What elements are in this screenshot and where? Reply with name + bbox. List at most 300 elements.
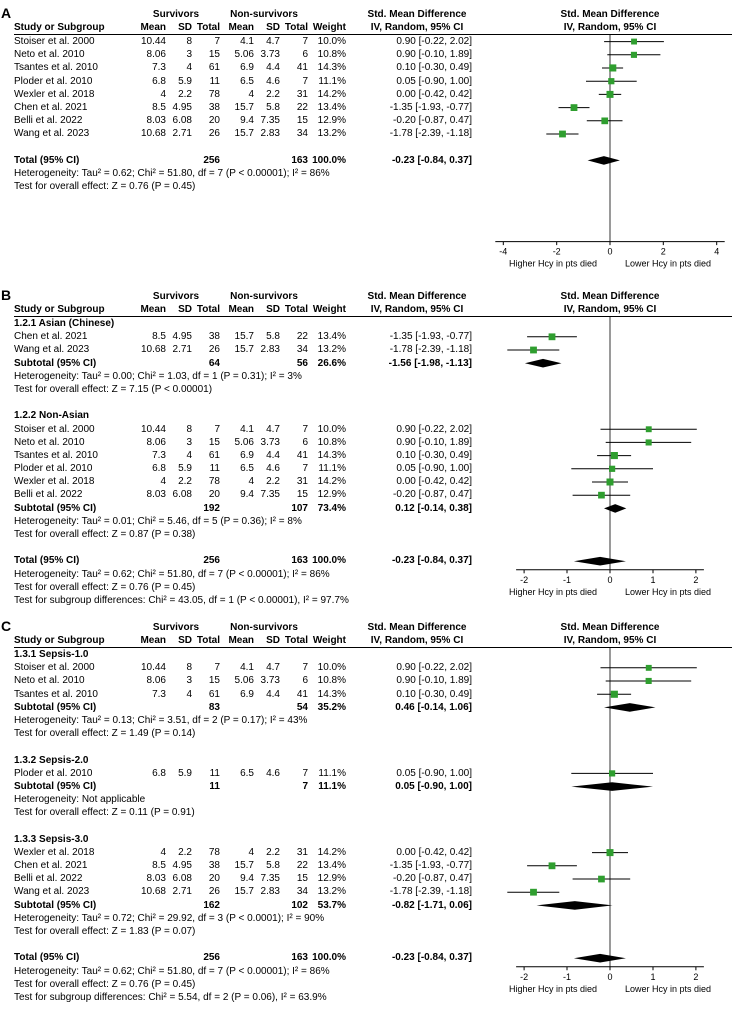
non-survivors-total: 7 [302,767,308,779]
survivors-total: 78 [208,846,220,858]
stats-text: Heterogeneity: Tau² = 0.00; Chi² = 1.03, df = 1 (P = 0.31); I² = 3% [14,370,302,382]
stats-text-row [14,991,488,1004]
effect-square-marker [646,665,652,671]
effect-square-marker [530,347,537,354]
survivors-sd: 4 [186,62,192,74]
survivors-total: 38 [208,101,220,113]
effect-square-marker [598,876,605,883]
study-row [14,61,488,74]
ci-method-plot-header: IV, Random, 95% CI [563,22,657,33]
non-survivors-sd: 3.73 [260,436,280,448]
panel-label: B [1,287,12,303]
study-name: Wexler et al. 2018 [14,476,95,488]
non-survivors-sd: 3.73 [260,675,280,687]
axis-tick-label: -4 [499,246,508,257]
survivors-sd: 6.08 [172,489,192,501]
non-survivors-mean: 4 [248,476,254,488]
weight: 13.2% [317,128,346,140]
column-headers [14,290,732,317]
sd-column-header: SD [266,22,280,33]
subtotal-row [14,502,488,515]
forest-plot-canvas [488,317,732,604]
column-headers [14,621,732,648]
stats-text: Heterogeneity: Tau² = 0.62; Chi² = 51.80, df = 7 (P < 0.00001); I² = 86% [14,965,330,977]
smd-ci-text: -1.78 [-2.39, -1.18] [389,128,472,140]
survivors-total: 26 [208,344,220,356]
study-row [14,114,488,127]
non-survivors-sd: 4.4 [266,449,280,461]
study-name: Neto et al. 2010 [14,675,85,687]
non-survivors-total: 107 [291,502,308,514]
smd-header-plot-column: Std. Mean Difference [560,291,660,302]
mean-column-header: Mean [228,304,254,315]
weight: 12.9% [317,115,346,127]
weight: 10.0% [317,662,346,674]
study-row [14,88,488,101]
survivors-sd [166,780,192,793]
smd-ci-text: 0.00 [-0.42, 0.42] [396,476,472,488]
survivors-mean: 10.68 [140,128,166,140]
non-survivors-mean [220,951,254,964]
weight: 11.1% [318,463,346,475]
stats-text-row [14,714,488,727]
survivors-mean: 8.5 [152,860,166,871]
axis-tick-label: 2 [693,574,699,585]
stats-text-row [14,568,488,581]
non-survivors-total: 31 [296,846,308,858]
survivors-sd: 5.9 [178,75,192,87]
study-column-header: Study or Subgroup [14,304,105,315]
survivors-sd: 4.95 [172,331,192,343]
axis-tick-label: -2 [520,971,529,982]
smd-ci-text: 0.90 [-0.22, 2.02] [396,423,472,435]
non-survivors-total: 34 [296,344,308,356]
non-survivors-mean: 5.06 [234,675,254,687]
non-survivors-total: 6 [302,675,308,687]
survivors-mean: 6.8 [152,75,166,87]
effect-square-marker [611,691,618,698]
non-survivors-mean: 15.7 [234,101,254,113]
survivors-mean: 4 [160,476,166,488]
stats-text-row [14,965,488,978]
study-name: Wang et al. 2023 [14,886,90,898]
panel-label: A [1,5,12,21]
smd-header-text-column: Std. Mean Difference [367,622,467,633]
study-name: Total (95% CI) [14,154,80,166]
weight: 73.4% [317,502,346,514]
subgroup-title: 1.3.1 Sepsis-1.0 [14,649,89,660]
non-survivors-sd: 7.35 [260,873,280,885]
non-survivors-mean: 4 [248,88,254,100]
axis-tick-label: 2 [693,971,699,982]
non-survivors-mean [220,701,254,714]
stats-text: Test for subgroup differences: Chi² = 43.05, df = 1 (P < 0.00001), I² = 97.7% [14,594,349,606]
survivors-mean: 4 [160,846,166,858]
survivors-mean: 8.03 [146,873,166,885]
survivors-total: 256 [203,154,220,166]
stats-text: Heterogeneity: Tau² = 0.62; Chi² = 51.80, df = 7 (P < 0.00001); I² = 86% [14,568,330,580]
survivors-mean [132,701,166,714]
spacer-row [14,141,488,154]
non-survivors-sd: 4.6 [266,75,280,87]
smd-ci-text: 0.90 [-0.10, 1.89] [396,675,472,687]
survivors-total: 38 [208,331,220,343]
study-name: Tsantes et al. 2010 [14,449,98,461]
column-headers [14,8,732,35]
effect-square-marker [646,439,652,445]
weight-column-header: Weight [312,635,346,646]
non-survivors-total: 41 [296,62,308,74]
non-survivors-sd [254,357,280,370]
axis-tick-label: -2 [552,246,561,257]
subgroup-title: 1.2.1 Asian (Chinese) [14,318,115,329]
axis-tick-label: 2 [660,246,666,257]
study-name: Stoiser et al. 2000 [14,423,95,435]
smd-ci-text: -0.23 [-0.84, 0.37] [391,555,472,567]
stats-text-row [14,925,488,938]
stats-text: Heterogeneity: Tau² = 0.13; Chi² = 3.51, df = 2 (P = 0.17); I² = 43% [14,714,308,726]
survivors-total: 20 [208,489,220,501]
non-survivors-group-header: Non-survivors [230,291,298,302]
smd-ci-text: 0.00 [-0.42, 0.42] [396,846,472,858]
survivors-mean [132,502,166,515]
non-survivors-total: 34 [296,128,308,140]
subgroup-header-row [14,833,488,846]
non-survivors-total: 7 [302,75,308,87]
axis-direction-label-left: Higher Hcy in pts died [508,258,598,269]
stats-text: Test for overall effect: Z = 0.11 (P = 0.91) [14,807,195,819]
study-name: Belli et al. 2022 [14,115,83,127]
stats-text: Test for overall effect: Z = 0.76 (P = 0.45) [14,181,196,193]
survivors-mean: 7.3 [152,62,166,74]
spacer-row [14,938,488,951]
non-survivors-sd: 4.7 [266,36,280,47]
non-survivors-total: 15 [296,115,308,127]
effect-square-marker [646,678,652,684]
stats-text: Test for overall effect: Z = 1.49 (P = 0.14) [14,728,196,740]
weight: 10.8% [317,436,346,448]
survivors-total: 20 [208,873,220,885]
study-name: Wexler et al. 2018 [14,88,95,100]
study-name: Neto et al. 2010 [14,436,85,448]
smd-ci-text: -1.78 [-2.39, -1.18] [389,886,472,898]
non-survivors-sd: 2.2 [266,476,280,488]
survivors-sd [166,502,192,515]
mean-column-header: Mean [228,22,254,33]
study-name: Ploder et al. 2010 [14,75,93,87]
survivors-sd: 2.2 [178,846,192,858]
non-survivors-mean: 9.4 [240,115,254,127]
table-body [14,35,488,193]
survivors-sd: 4 [186,688,192,700]
stats-text-row [14,528,488,541]
mean-column-header: Mean [140,304,166,315]
survivors-mean: 10.44 [140,662,166,674]
stats-text-row [14,167,488,180]
non-survivors-mean [220,899,254,912]
non-survivors-total: 34 [296,886,308,898]
total-column-header: Total [196,304,220,315]
weight: 14.3% [317,62,346,74]
study-row [14,436,488,449]
stats-text-row [14,581,488,594]
survivors-mean: 8.03 [146,115,166,127]
survivors-total: 64 [208,357,220,369]
effect-square-marker [631,39,637,45]
weight: 14.2% [317,88,346,100]
mean-column-header: Mean [140,635,166,646]
study-name: Stoiser et al. 2000 [14,36,95,47]
survivors-mean [132,899,166,912]
survivors-total: 7 [214,423,220,435]
non-survivors-mean [220,357,254,370]
sd-column-header: SD [178,304,192,315]
survivors-sd [166,357,192,370]
survivors-mean: 8.5 [152,331,166,343]
survivors-sd: 3 [186,436,192,448]
survivors-sd [166,701,192,714]
effect-square-marker [607,849,614,856]
weight: 26.6% [317,357,346,369]
effect-square-marker [608,78,614,84]
non-survivors-total: 6 [302,49,308,61]
non-survivors-mean: 15.7 [234,128,254,140]
axis-tick-label: 0 [607,246,613,257]
survivors-sd: 2.71 [172,886,192,898]
study-name: Stoiser et al. 2000 [14,662,95,674]
study-row [14,661,488,674]
survivors-sd [166,951,192,964]
stats-text: Heterogeneity: Tau² = 0.01; Chi² = 5.46, df = 5 (P = 0.36); I² = 8% [14,515,302,527]
survivors-mean: 6.8 [152,463,166,475]
smd-ci-text: -1.56 [-1.98, -1.13] [388,357,472,369]
survivors-mean: 8.5 [152,101,166,113]
panel-label: C [1,618,12,634]
survivors-total: 61 [208,688,220,700]
ci-method-plot-header: IV, Random, 95% CI [563,635,657,646]
study-name: Wexler et al. 2018 [14,846,95,858]
pooled-diamond [604,703,656,712]
survivors-total: 11 [209,75,220,87]
spacer-row [14,819,488,832]
stats-text-row [14,383,488,396]
non-survivors-total: 54 [296,701,308,713]
subgroup-header-row [14,409,488,422]
stats-text: Test for overall effect: Z = 0.76 (P = 0.45) [14,581,196,593]
study-name: Wang et al. 2023 [14,128,90,140]
smd-ci-text: 0.05 [-0.90, 1.00] [396,767,472,779]
axis-direction-label-right: Lower Hcy in pts died [624,258,712,269]
subgroup-title: 1.3.3 Sepsis-3.0 [14,833,89,845]
study-row [14,846,488,859]
non-survivors-sd [254,701,280,714]
smd-ci-text: 0.10 [-0.30, 0.49] [396,449,472,461]
study-row [14,127,488,140]
non-survivors-sd [254,154,280,167]
survivors-total: 192 [203,502,220,514]
survivors-mean [132,357,166,370]
non-survivors-mean: 6.9 [240,688,254,700]
axis-tick-label: 0 [607,574,613,585]
study-row [14,872,488,885]
survivors-mean [132,780,166,793]
survivors-total: 7 [214,36,220,47]
axis-direction-label-right: Lower Hcy in pts died [624,586,712,597]
stats-text: Test for subgroup differences: Chi² = 5.54, df = 2 (P = 0.06), I² = 63.9% [14,991,327,1003]
survivors-mean: 10.68 [140,886,166,898]
smd-ci-text: 0.46 [-0.14, 1.06] [395,701,472,713]
weight: 13.2% [317,344,346,356]
stats-text-row [14,912,488,925]
pooled-diamond [537,901,613,910]
stats-text-row [14,727,488,740]
effect-square-marker [631,52,637,58]
survivors-total: 78 [208,88,220,100]
survivors-sd: 6.08 [172,115,192,127]
survivors-sd: 5.9 [178,463,192,475]
non-survivors-sd [254,780,280,793]
smd-ci-text: -0.20 [-0.87, 0.47] [393,489,472,501]
subgroup-title: 1.2.2 Non-Asian [14,410,90,422]
weight: 13.4% [317,101,346,113]
non-survivors-mean: 6.9 [240,62,254,74]
survivors-total: 61 [208,449,220,461]
non-survivors-sd: 7.35 [260,115,280,127]
effect-square-marker [609,64,616,71]
study-row [14,423,488,436]
non-survivors-sd: 3.73 [260,49,280,61]
smd-ci-text: 0.90 [-0.22, 2.02] [396,662,472,674]
total-column-header: Total [196,635,220,646]
survivors-sd: 8 [186,36,192,47]
non-survivors-sd [254,899,280,912]
weight: 100.0% [312,154,346,166]
smd-ci-text: -0.23 [-0.84, 0.37] [391,952,472,964]
stats-text-row [14,370,488,383]
stats-text: Heterogeneity: Not applicable [14,794,146,806]
subtotal-row [14,357,488,370]
ci-method-column-header: IV, Random, 95% CI [370,22,464,33]
study-row [14,35,488,48]
weight: 14.3% [317,449,346,461]
smd-ci-text: -0.20 [-0.87, 0.47] [393,873,472,885]
study-name: Subtotal (95% CI) [14,357,97,369]
stats-text: Heterogeneity: Tau² = 0.62; Chi² = 51.80, df = 7 (P < 0.00001); I² = 86% [14,167,330,179]
non-survivors-total: 31 [296,88,308,100]
effect-square-marker [571,104,578,111]
study-name: Total (95% CI) [14,952,80,964]
smd-ci-text: 0.10 [-0.30, 0.49] [396,688,472,700]
non-survivors-sd [254,951,280,964]
forest-plot-canvas [488,35,732,276]
survivors-sd: 2.2 [178,476,192,488]
survivors-sd: 4.95 [172,860,192,871]
non-survivors-sd [254,554,280,567]
study-name: Subtotal (95% CI) [14,701,97,713]
panel-b [0,287,732,607]
survivors-total: 61 [208,62,220,74]
non-survivors-mean [220,154,254,167]
table-body [14,317,488,607]
weight: 10.0% [317,36,346,47]
survivors-mean [132,554,166,567]
non-survivors-mean: 6.5 [240,75,254,87]
total-row [14,951,488,964]
study-row [14,767,488,780]
weight: 10.8% [317,675,346,687]
study-row [14,343,488,356]
weight: 14.2% [317,476,346,488]
survivors-mean: 7.3 [152,449,166,461]
non-survivors-mean: 15.7 [234,331,254,343]
study-name: Ploder et al. 2010 [14,463,93,475]
non-survivors-total: 41 [296,449,308,461]
survivors-sd: 8 [186,662,192,674]
effect-square-marker [607,91,614,98]
smd-ci-text: 0.90 [-0.10, 1.89] [396,49,472,61]
axis-tick-label: -1 [562,971,572,982]
survivors-sd: 3 [186,49,192,61]
mean-column-header: Mean [140,22,166,33]
effect-square-marker [607,479,614,486]
effect-square-marker [601,118,608,125]
effect-square-marker [530,889,537,896]
survivors-mean [132,154,166,167]
subgroup-header-row [14,317,488,330]
survivors-sd: 8 [186,423,192,435]
smd-ci-text: 0.12 [-0.14, 0.38] [395,502,472,514]
study-row [14,48,488,61]
non-survivors-sd: 2.83 [260,886,280,898]
survivors-total: 11 [209,780,220,792]
survivors-mean: 6.8 [152,767,166,779]
effect-square-marker [611,452,618,459]
non-survivors-sd: 5.8 [266,331,280,343]
study-row [14,75,488,88]
survivors-total: 11 [209,463,220,475]
survivors-mean [132,951,166,964]
non-survivors-sd: 4.7 [266,662,280,674]
study-row [14,101,488,114]
stats-text: Heterogeneity: Tau² = 0.72; Chi² = 29.92, df = 3 (P < 0.0001); I² = 90% [14,912,325,924]
total-column-header: Total [284,22,308,33]
effect-square-marker [609,466,615,472]
subtotal-row [14,899,488,912]
subgroup-title: 1.3.2 Sepsis-2.0 [14,754,89,766]
sd-column-header: SD [266,635,280,646]
weight: 13.2% [317,886,346,898]
study-name: Chen et al. 2021 [14,101,88,113]
non-survivors-mean [220,554,254,567]
panel-c [0,618,732,1004]
stats-text: Test for overall effect: Z = 1.83 (P = 0.07) [14,925,196,937]
non-survivors-total: 7 [302,423,308,435]
non-survivors-sd: 5.8 [266,101,280,113]
stats-text-row [14,806,488,819]
pooled-diamond [574,954,626,963]
survivors-total: 256 [203,952,220,964]
survivors-total: 26 [208,886,220,898]
weight: 13.4% [317,860,346,871]
study-name: Belli et al. 2022 [14,489,83,501]
survivors-mean: 10.44 [140,423,166,435]
effect-square-marker [559,131,566,138]
survivors-mean: 10.68 [140,344,166,356]
total-row [14,154,488,167]
survivors-sd: 4 [186,449,192,461]
weight: 12.9% [317,489,346,501]
effect-square-marker [549,862,556,869]
